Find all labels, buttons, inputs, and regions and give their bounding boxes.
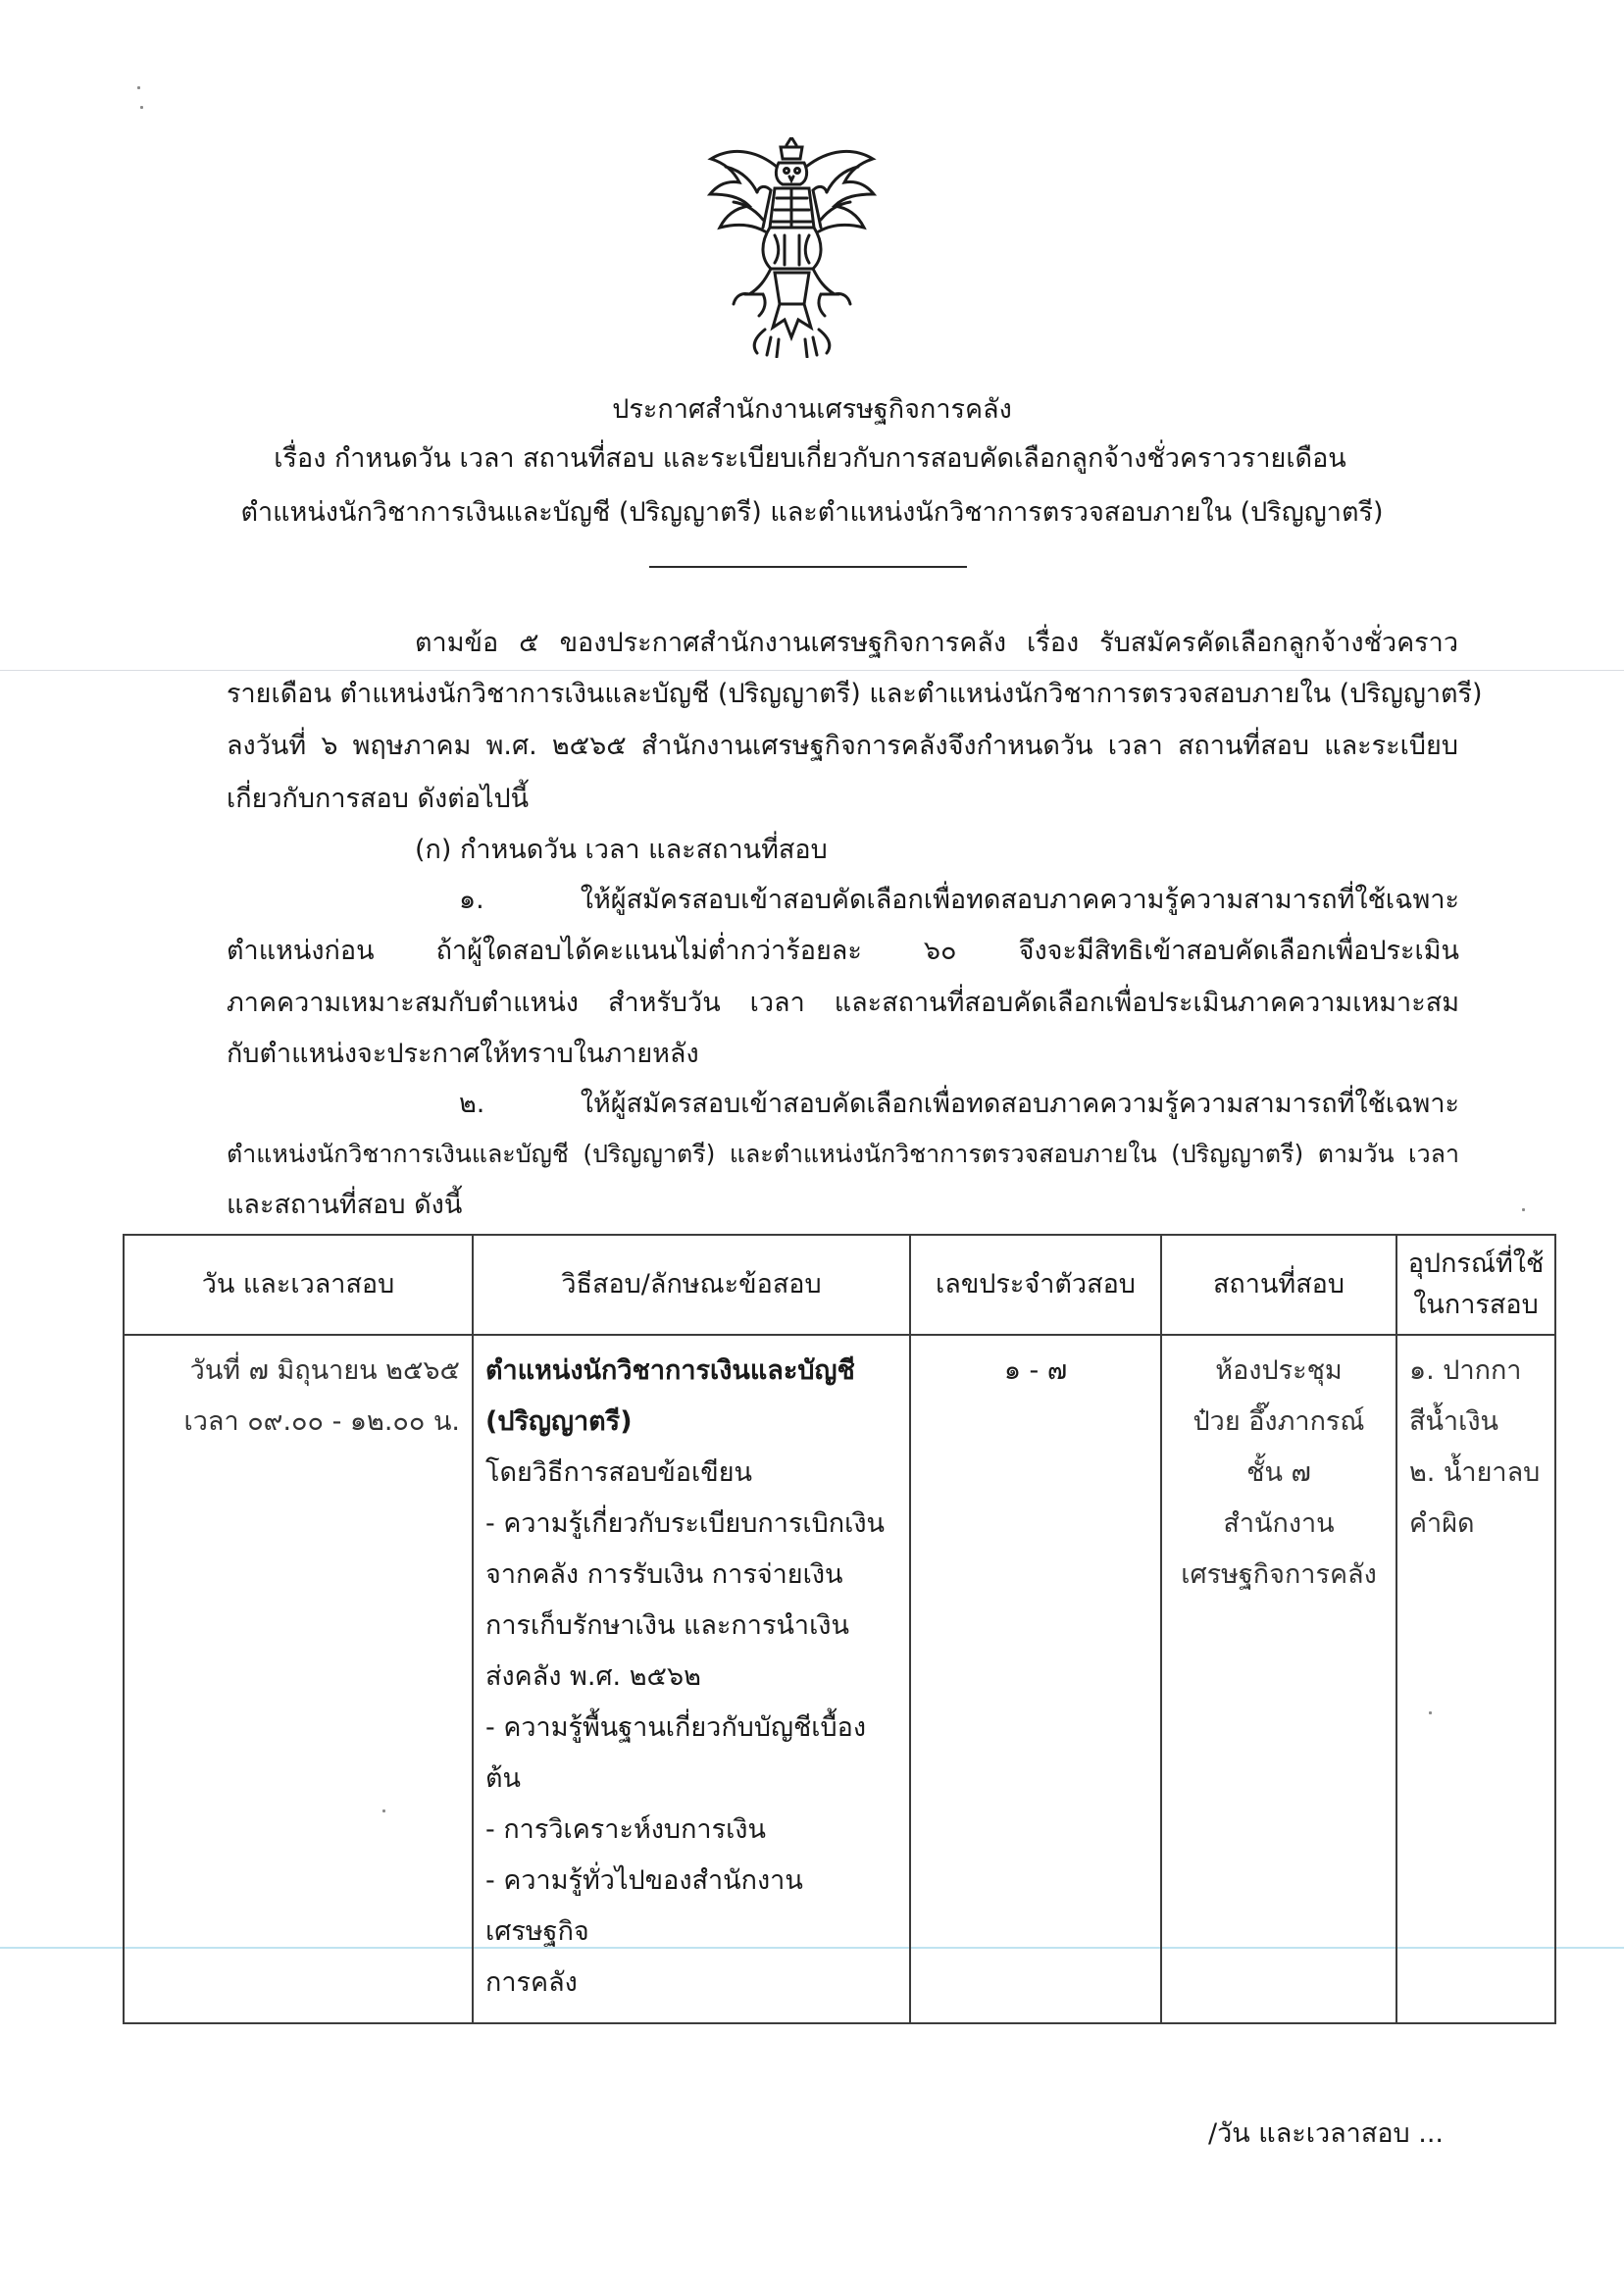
equipment-line: ๒. น้ำยาลบ xyxy=(1409,1457,1541,1488)
method-line: ส่งคลัง พ.ศ. ๒๕๖๒ xyxy=(485,1661,701,1692)
announcement-subject: เรื่อง กำหนดวัน เวลา สถานที่สอบ และระเบียบเกี่ยวกับการสอบคัดเลือกลูกจ้างชั่วคราวรายเดือน xyxy=(274,443,1346,474)
item1-line: ๑. ให้ผู้สมัครสอบเข้าสอบคัดเลือกเพื่อทดสอบภาคความรู้ความสามารถที่ใช้เฉพาะ xyxy=(459,885,1459,915)
header-equipment-line: อุปกรณ์ที่ใช้ xyxy=(1407,1248,1545,1279)
garuda-emblem-icon xyxy=(706,137,878,358)
cell-date xyxy=(124,1335,473,2023)
venue-line: เศรษฐกิจการคลัง xyxy=(1181,1559,1377,1590)
cell-equipment xyxy=(1396,1335,1555,2023)
table-row xyxy=(124,1335,1555,2023)
cell-exam-id: ๑ - ๗ xyxy=(910,1335,1161,2023)
item1-line: ตำแหน่งก่อน ถ้าผู้ใดสอบได้คะแนนไม่ต่ำกว่าร้อยละ ๖๐ จึงจะมีสิทธิเข้าสอบคัดเลือกเพื่อประเมิน xyxy=(227,936,1459,966)
method-line: การเก็บรักษาเงิน และการนำเงิน xyxy=(485,1610,849,1641)
venue-line: สำนักงาน xyxy=(1223,1508,1335,1539)
time-line: เวลา ๐๙.๐๐ - ๑๒.๐๐ น. xyxy=(183,1406,460,1437)
header-equipment-line: ในการสอบ xyxy=(1413,1290,1539,1320)
item1-line: ภาคความเหมาะสมกับตำแหน่ง สำหรับวัน เวลา และสถานที่สอบคัดเลือกเพื่อประเมินภาคความเหมาะสม xyxy=(227,988,1459,1018)
equipment-line: คำผิด xyxy=(1409,1508,1475,1539)
item2-line: และสถานที่สอบ ดังนี้ xyxy=(227,1190,463,1220)
header-divider xyxy=(649,566,967,568)
scan-artifact-line xyxy=(0,670,1624,671)
date-line: วันที่ ๗ มิถุนายน ๒๕๖๕ xyxy=(189,1355,460,1386)
cell-venue xyxy=(1161,1335,1396,2023)
item2-line: ๒. ให้ผู้สมัครสอบเข้าสอบคัดเลือกเพื่อทดสอบภาคความรู้ความสามารถที่ใช้เฉพาะ xyxy=(459,1089,1459,1119)
method-line: - ความรู้เกี่ยวกับระเบียบการเบิกเงิน xyxy=(485,1508,885,1539)
equipment-line: สีน้ำเงิน xyxy=(1409,1406,1498,1437)
scan-speck xyxy=(137,86,140,89)
header-exam-id: เลขประจำตัวสอบ xyxy=(910,1235,1161,1335)
announcement-positions: ตำแหน่งนักวิชาการเงินและบัญชี (ปริญญาตรี) และตำแหน่งนักวิชาการตรวจสอบภายใน (ปริญญาตรี) xyxy=(240,497,1384,528)
header-venue: สถานที่สอบ xyxy=(1161,1235,1396,1335)
header-date: วัน และเวลาสอบ xyxy=(124,1235,473,1335)
scan-speck xyxy=(140,106,143,109)
venue-line: ชั้น ๗ xyxy=(1246,1457,1311,1488)
equipment-line: ๑. ปากกา xyxy=(1409,1355,1522,1386)
method-line: โดยวิธีการสอบข้อเขียน xyxy=(485,1457,752,1488)
section-a-heading: (ก) กำหนดวัน เวลา และสถานที่สอบ xyxy=(415,835,828,865)
header-method: วิธีสอบ/ลักษณะข้อสอบ xyxy=(473,1235,910,1335)
intro-line: เกี่ยวกับการสอบ ดังต่อไปนี้ xyxy=(227,784,530,814)
venue-line: ห้องประชุม xyxy=(1215,1355,1343,1386)
item1-line: กับตำแหน่งจะประกาศให้ทราบในภายหลัง xyxy=(227,1039,699,1069)
method-line: - ความรู้ทั่วไปของสำนักงานเศรษฐกิจ xyxy=(485,1865,803,1947)
announcement-title: ประกาศสำนักงานเศรษฐกิจการคลัง xyxy=(612,394,1012,425)
exam-schedule-table xyxy=(123,1234,1556,2024)
method-line: - ความรู้พื้นฐานเกี่ยวกับบัญชีเบื้องต้น xyxy=(485,1712,867,1794)
table-header-row xyxy=(124,1235,1555,1335)
method-line: - การวิเคราะห์งบการเงิน xyxy=(485,1814,766,1845)
method-line: จากคลัง การรับเงิน การจ่ายเงิน xyxy=(485,1559,843,1590)
scan-speck xyxy=(1522,1208,1525,1211)
method-line: การคลัง xyxy=(485,1967,578,1998)
intro-line: รายเดือน ตำแหน่งนักวิชาการเงินและบัญชี (ปริญญาตรี) และตำแหน่งนักวิชาการตรวจสอบภายใน (ปริญญาตรี) xyxy=(227,679,1483,709)
position-degree: (ปริญญาตรี) xyxy=(485,1406,633,1437)
intro-line: ตามข้อ ๕ ของประกาศสำนักงานเศรษฐกิจการคลัง เรื่อง รับสมัครคัดเลือกลูกจ้างชั่วคราว xyxy=(415,628,1458,658)
item2-line: ตำแหน่งนักวิชาการเงินและบัญชี (ปริญญาตรี) และตำแหน่งนักวิชาการตรวจสอบภายใน (ปริญญาตรี) ตามวัน เวลา xyxy=(227,1140,1459,1168)
cell-method xyxy=(473,1335,910,2023)
header-equipment xyxy=(1396,1235,1555,1335)
continued-next-page: /วัน และเวลาสอบ ... xyxy=(1208,2118,1445,2149)
intro-line: ลงวันที่ ๖ พฤษภาคม พ.ศ. ๒๕๖๕ สำนักงานเศรษฐกิจการคลังจึงกำหนดวัน เวลา สถานที่สอบ และระเบียบ xyxy=(227,731,1458,761)
position-name: ตำแหน่งนักวิชาการเงินและบัญชี xyxy=(485,1355,855,1386)
venue-line: ป๋วย อึ๊งภากรณ์ xyxy=(1193,1406,1365,1437)
